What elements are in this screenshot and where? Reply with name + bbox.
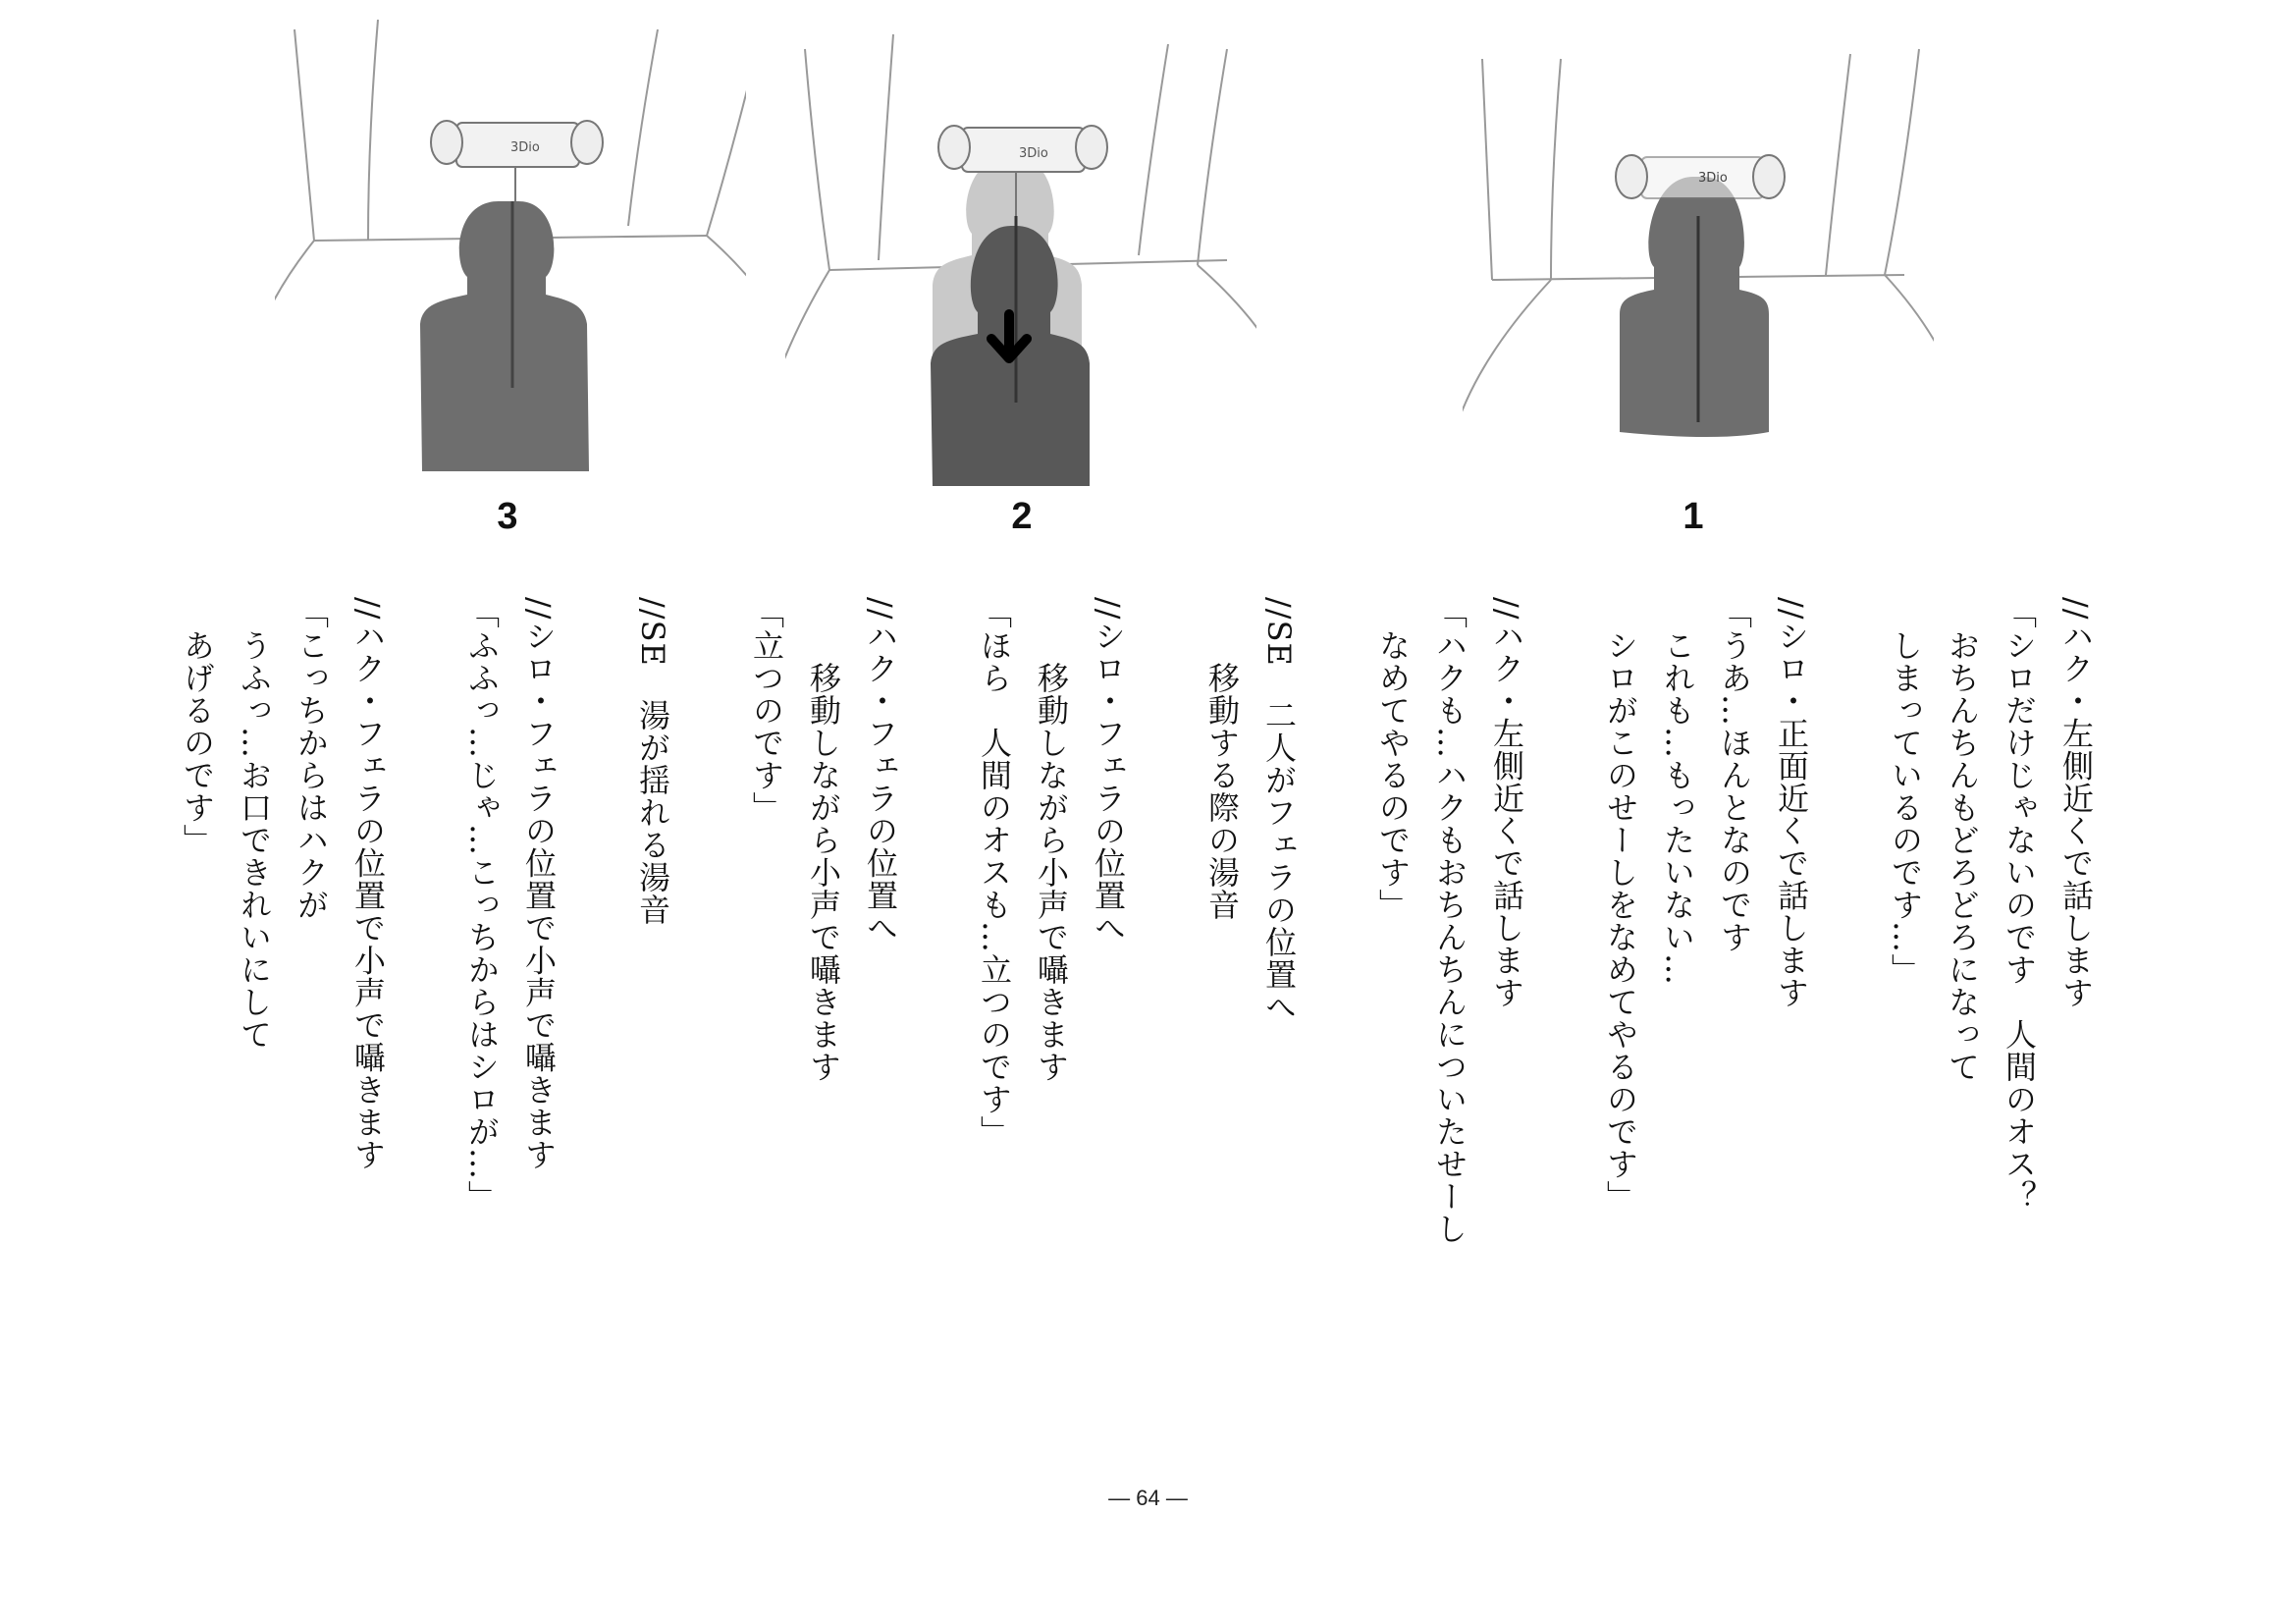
script-block-1 (1877, 597, 2105, 1304)
mic-label: 3Dio (510, 140, 540, 155)
stage-direction: //ハク・フェラの位置で小声で囁きます (349, 597, 387, 1171)
dialogue-line: 「ほら 人間のオスも…立つのです」 (976, 597, 1013, 1148)
stage-direction: //ハク・左側近くで話します (1488, 597, 1525, 1009)
dialogue-line: あげるのです」 (179, 597, 216, 856)
dialogue-line: 「立つのです」 (748, 597, 785, 824)
script-block-7 (624, 597, 681, 1304)
dialogue-line: 「こっちからはハクが (293, 597, 330, 921)
panel-number-2: 2 (1011, 496, 1033, 537)
panel-1-drawing (1463, 20, 1934, 491)
stage-direction: //SE 湯が揺れる湯音 (634, 597, 671, 926)
page-number: ― 64 ― (1108, 1486, 1188, 1510)
dialogue-line: うふっ…お口できれいにして (236, 597, 273, 1051)
panel-3-drawing (275, 20, 746, 491)
script-block-5 (966, 597, 1137, 1304)
stage-direction: //SE 二人がフェラの位置へ (1260, 597, 1298, 1023)
dialogue-line: 「うあ…ほんとなのです (1716, 597, 1753, 953)
mic-label: 3Dio (1019, 146, 1048, 161)
dialogue-line: 移動しながら小声で囁きます (805, 597, 842, 1083)
panel-number-1: 1 (1682, 496, 1704, 537)
dialogue-line: なめてやるのです」 (1374, 597, 1412, 921)
mic-label: 3Dio (1698, 171, 1728, 186)
dialogue-line: 移動しながら小声で囁きます (1033, 597, 1070, 1083)
dialogue-line: 移動する際の湯音 (1203, 597, 1241, 921)
dialogue-line: シロがこのせーしをなめてやるのです」 (1602, 597, 1639, 1213)
script-body (169, 597, 2105, 1304)
illustration-panel-2 (785, 20, 1256, 491)
illustration-panel-1 (1463, 20, 1934, 491)
script-block-8 (454, 597, 567, 1304)
stage-direction: //シロ・フェラの位置へ (1090, 597, 1127, 945)
stage-direction: //シロ・フェラの位置で小声で囁きます (520, 597, 558, 1171)
panel-2-drawing (785, 20, 1256, 491)
stage-direction: //ハク・フェラの位置へ (862, 597, 899, 945)
stage-direction: //シロ・正面近くで話します (1773, 597, 1810, 1009)
dialogue-line: おちんちんもどろどろになって (1944, 597, 1981, 1083)
dialogue-line: 「ふふっ…じゃ…こっちからはシロが…」 (463, 597, 501, 1213)
dialogue-line: 「ハクも…ハクもおちんちんについたせーし (1431, 597, 1468, 1245)
script-block-4 (1194, 597, 1308, 1304)
panel-number-3: 3 (497, 496, 518, 537)
dialogue-line: これも…もったいない… (1659, 597, 1696, 986)
script-block-9 (169, 597, 397, 1304)
script-block-3 (1364, 597, 1535, 1304)
illustration-panel-3 (275, 20, 746, 491)
script-block-6 (738, 597, 909, 1304)
dialogue-line: 「シロだけじゃないのです 人間のオス？ (2001, 597, 2038, 1213)
dialogue-line: しまっているのです…」 (1887, 597, 1924, 986)
script-block-2 (1592, 597, 1820, 1304)
stage-direction: //ハク・左側近くで話します (2057, 597, 2095, 1009)
